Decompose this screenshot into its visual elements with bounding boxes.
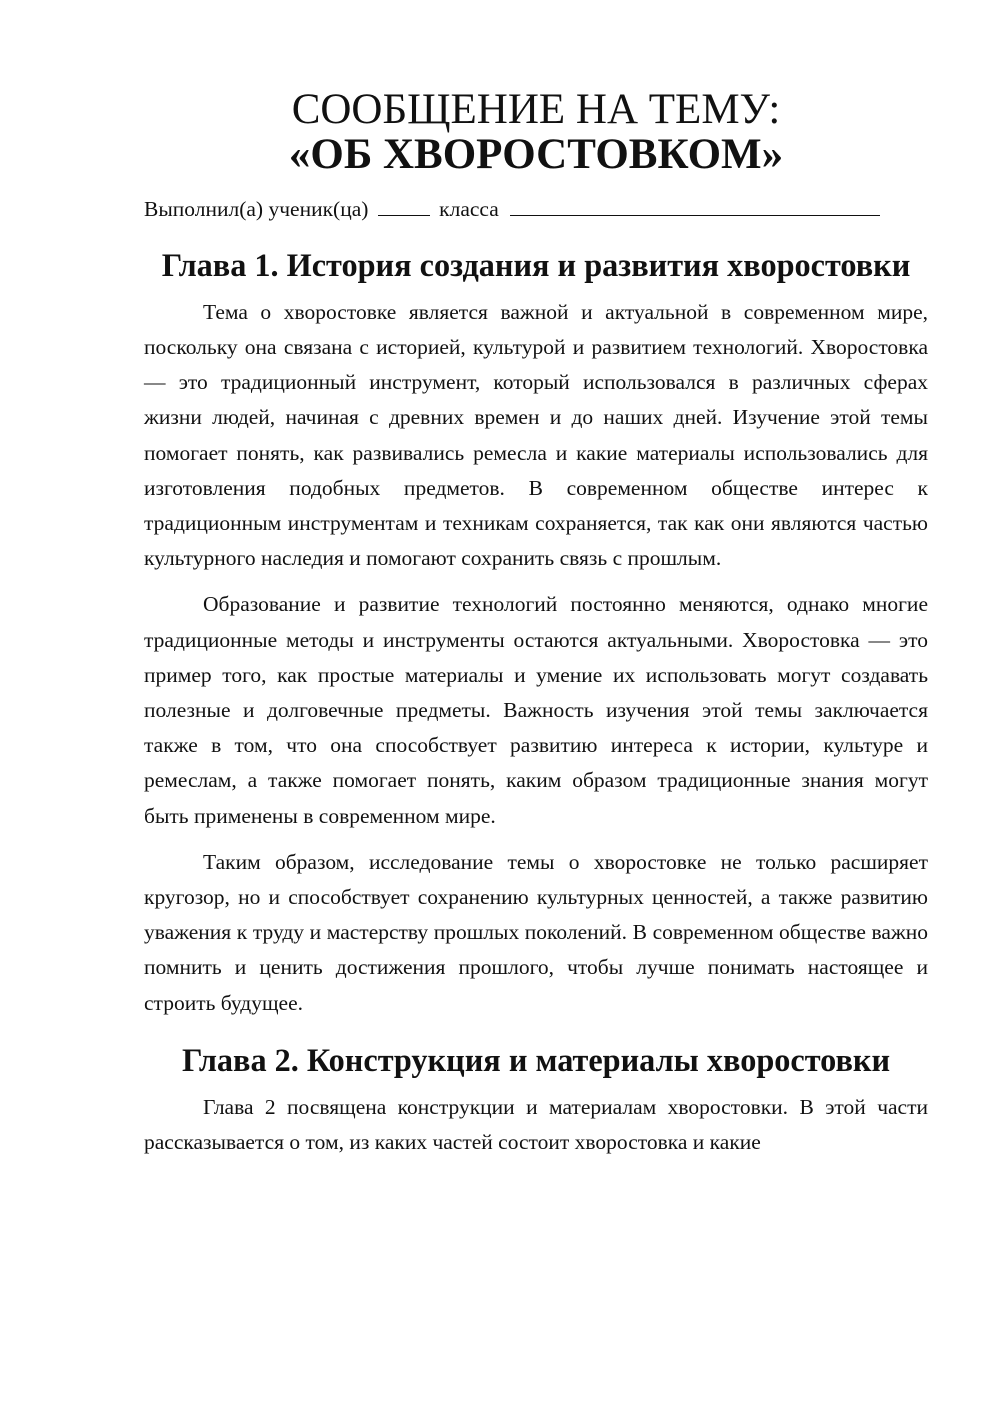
chapter-1-heading: Глава 1. История создания и развития хворостовки <box>161 246 911 283</box>
class-number-blank <box>378 195 430 216</box>
document-page <box>144 86 928 1171</box>
title-line-1: СООБЩЕНИЕ НА ТЕМУ: <box>291 86 781 133</box>
class-name-blank <box>510 195 880 216</box>
chapter-1-paragraph: Образование и развитие технологий постоянно меняются, однако многие традиционные методы и инструменты остаются актуальными. Хворостовка — это пример того, как простые материалы и умение их использовать могут создавать полезные и долговечные предметы. Важность изучения этой темы заключается также в том, что она способствует развитию интереса к истории, культуре и ремеслам, а также помогает понять, каким образом традиционные знания могут быть применены в современном мире. <box>144 592 928 828</box>
chapter-1-paragraph: Таким образом, исследование темы о хворостовке не только расширяет кругозор, но и способствует сохранению культурных ценностей, а также развитию уважения к труду и мастерству прошлых поколений. В современном обществе важно помнить и ценить достижения прошлого, чтобы лучше понимать настоящее и строить будущее. <box>144 849 928 1015</box>
author-line <box>144 192 928 227</box>
chapter-2-heading: Глава 2. Конструкция и материалы хворостовки <box>181 1041 891 1078</box>
chapter-1-paragraph: Тема о хворостовке является важной и актуальной в современном мире, поскольку она связана с историей, культурой и развитием технологий. Хворостовка — это традиционный инструмент, который использовался в различных сферах жизни людей, начиная с древних времен и до наших дней. Изучение этой темы помогает понять, как развивались ремесла и какие материалы использовались для изготовления подобных предметов. В современном обществе интерес к традиционным инструментам и техникам сохраняется, так как они являются частью культурного наследия и помогают сохранить связь с прошлым. <box>144 299 928 571</box>
class-label: класса <box>439 197 499 222</box>
title-line-2: «ОБ ХВОРОСТОВКОМ» <box>288 131 784 179</box>
author-prefix: Выполнил(а) ученик(ца) <box>144 197 369 222</box>
chapter-2-paragraph: Глава 2 посвящена конструкции и материалам хворостовки. В этой части рассказывается о том, из каких частей состоит хворостовка и какие <box>144 1095 928 1155</box>
